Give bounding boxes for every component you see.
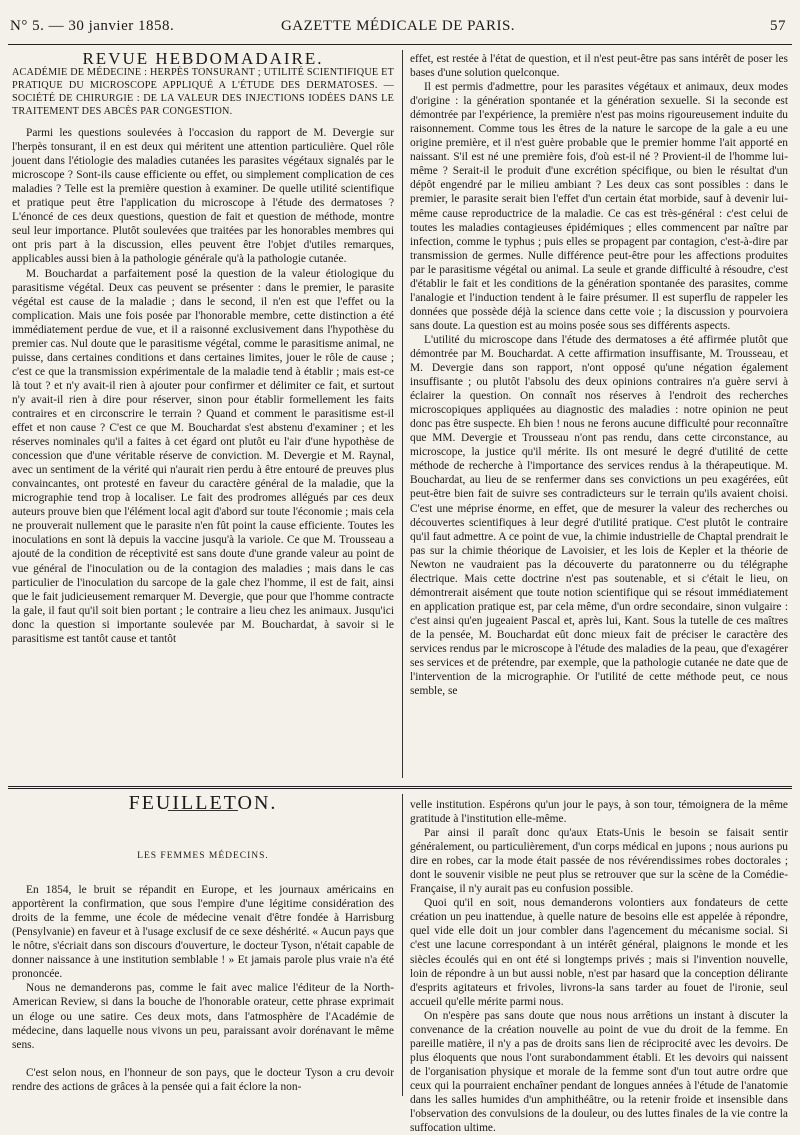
revue-paragraph: L'utilité du microscope dans l'étude des dermatoses a été affirmée plutôt que démontrée par M. Bouchardat. A cette affirmation insuffisante, M. Trousseau, et M. Devergie dans son rapport, n'ont opposé qu'une négation également insuffisante ; ou plutôt l'absolu des deux opinions contraires n'a guère servi à éclairer la question. On connaît nos réserves à l'endroit des recherches microscopiques appliquées au diagnostic des maladies : notre opinion ne peut donc pas être suspecte. Eh bien ! nous ne ferons aucune difficulté pour reconnaître que MM. Devergie et Trousseau n'ont pas rendu, dans cette circonstance, au microscope, la justice qu'il mérite. Ils ont mesuré le degré d'utilité de cette méthode de recherche à l'importance des services rendus à la thérapeutique. M. Bouchardat, au lieu de se renfermer dans ses convictions un peu exagérées, eût peut-être bien fait de suivre ses contradicteurs sur le terrain qu'ils avaient choisi. C'est une méprise énorme, en effet, que de mesurer la valeur des recherches ou découvertes scientifiques à leur degré d'utilité pratique. C'est plutôt le contraire qu'il faut admettre. A ce point de vue, la chimie industrielle de Chaptal prendrait le pas sur la chimie théorique de Lavoisier, et les lois de Kepler et la théorie de Newton ne vaudraient pas la découverte du paratonnerre ou du télégraphe électrique. Mais cette doctrine n'est pas soutenable, et si c'était le lieu, on démontrerait aisément que toute notion scientifique qui se résout immédiatement en application pratique est, par cela même, d'un ordre secondaire, sinon vulgaire : c'est ainsi qu'en jugeaient Pascal et, après lui, Kant. Sous la tutelle de ces maîtres de la pensée, M. Bouchardat eût donc mieux fait de préciser le caractère des services rendus par le microscope à l'étude des maladies de la peau, que d'exagérer ses services et de prétendre, par exemple, que la pathologie cutanée ne date que de l'intervention de la micrographie. Or l'utilité de cette méthode peut, ce nous semble, se [410, 333, 788, 698]
feuilleton-paragraph: C'est selon nous, en l'honneur de son pays, que le docteur Tyson a cru devoir rendre des actions de grâces à la pensée qui a fait éclore la non- [12, 1066, 394, 1093]
revue-left-column [12, 49, 394, 780]
page-number: 57 [770, 18, 786, 34]
column-divider [402, 50, 403, 778]
feuilleton-separator [8, 786, 792, 789]
feuilleton-paragraph: velle institution. Espérons qu'un jour le pays, à son tour, témoignera de la même gratitude à l'institution elle-même. [410, 799, 788, 826]
revue-paragraph: effet, est restée à l'état de question, et il n'est peut-être pas sans intérêt de poser les bases d'une solution quelconque. [410, 53, 788, 80]
revue-paragraph: Parmi les questions soulevées à l'occasion du rapport de M. Devergie sur l'herpès tonsurant, il en est deux qui méritent une attention particulière. Quel rôle jouent dans l'étiologie des maladies cutanées les parasites végétaux signalés par le microscope ? Sont-ils cause efficiente ou effet, ou simplement complication de ces maladies ? Telle est la première question à examiner. De quelle utilité scientifique et pratique peut être l'application du microscope à l'étude des dermatoses ? L'énoncé de ces deux questions, question de fait et question de méthode, montre seul leur importance. Plutôt soulevées que traitées par les honorables membres qui ont pris part à la discussion, elles peuvent être l'objet d'utiles remarques, applicables aussi bien à la pathologie générale qu'à la pathologie cutanée. [12, 127, 394, 266]
revue-title: REVUE HEBDOMADAIRE. [82, 49, 324, 68]
revue-summary: ACADÉMIE DE MÉDECINE : HERPÈS TONSURANT ; UTILITÉ SCIENTIFIQUE ET PRATIQUE DU MICROSCOPE APPLIQUÉ A L'ÉTUDE DES DERMATOSES. — SOCIÉTÉ DE CHIRURGIE : DE LA VALEUR DES INJECTIONS IODÉES DANS LE TRAITEMENT DES ABCÈS PAR CONGESTION. [12, 67, 394, 118]
feuilleton-right-column [410, 798, 788, 1135]
revue-right-column [410, 52, 788, 780]
revue-paragraph: Il est permis d'admettre, pour les parasites végétaux et animaux, deux modes d'origine : la génération spontanée et la génération sexuelle. Si la seconde est démontrée par l'expérience, la première n'est pas moins rigoureusement induite du raisonnement. Comme tous les êtres de la nature le sarcope de la gale a eu une origine première, et il n'est guère probable que le premier homme l'ait apporté en naissant. S'il est né une première fois, d'où est-il né ? Provient-il de l'homme lui-même ? Serait-il le produit d'une excrétion spécifique, ou bien le résultat d'un dépôt engendré par le milieu ambiant ? Les deux cas sont possibles : dans le premier, le parasite serait bien l'effet d'un certain état morbide, sauf à devenir lui-même cause reproductrice de la maladie. Ce cas est très-général : c'est celui de toutes les maladies contagieuses épidémiques ; elles commencent par naître par infection, comme le typhus ; puis elles se propagent par contagion, c'est-à-dire par transmission de germes. Nulle différence peut-être pour les affections produites par le parasitisme végétal ou animal. La seule et grande difficulté à résoudre, c'est d'établir le fait et les conditions de la génération spontanée des parasites, comme l'analogie et l'induction tendent à le faire présumer. Il est superflu de rappeler les données que possède déjà la science dans cette voie ; la discussion y pourvoiera sans doute. La question est au moins posée sous ses différents aspects. [410, 81, 788, 332]
header-rule [8, 44, 792, 45]
feuilleton-subtitle: LES FEMMES MÉDECINS. [137, 851, 269, 862]
revue-paragraph: M. Bouchardat a parfaitement posé la question de la valeur étiologique du parasitisme végétal. Deux cas peuvent se présenter : dans le premier, le parasite végétal est cause de la maladie ; dans le second, il n'en est que l'effet ou la complication. Mais une fois posée par l'honorable membre, cette distinction a été immédiatement perdue de vue, et il a raisonné exclusivement dans l'hypothèse du premier cas. Nul doute que le parasitisme végétal, comme le parasitisme animal, ne puisse, dans certaines conditions et dans certaines limites, jouer le rôle de cause ; c'est ce que la transmission expérimentale de la maladie tend à établir ; mais est-ce là tout ? et n'y avait-il rien à ajouter pour confirmer et délimiter ce fait, et surtout n'y avait-il rien à dire pour réserver, sinon pour établir formellement les faits contraires et en circonscrire le terrain ? Quand et comment le parasitisme est-il effet et non cause ? C'est ce que M. Bouchardat s'est abstenu d'examiner ; et les réserves nominales qu'il a faites à cet égard ont plutôt eu l'air d'une hypothèse de concession que d'une véritable réserve de conviction. M. Devergie et M. Raynal, avec un sentiment de la vérité qui n'aurait rien perdu à être entouré de preuves plus convaincantes, ont protesté en faveur du caractère général de la maladie, que la micrographie tend trop à localiser. Le fait des prodromes allégués par ces deux auteurs prouve bien que l'élément local agit d'abord sur toute l'économie ; mais cela ne prouverait nullement que le parasite n'en fût point la cause efficiente. Toutes les inoculations en sont là depuis la vaccine jusqu'à la variole. Ce que M. Trousseau a ajouté de la condition de réceptivité est sans doute d'une grande valeur au point de vue général de l'inoculation ou de la contagion des maladies ; mais dans le cas particulier de l'inoculation du sarcope de la gale chez l'homme, il est de fait, ainsi que le fait judicieusement remarquer M. Devergie, que pour que l'homme contracte la gale, il faut qu'il soit bien portant ; le contraire a lieu chez les animaux. Jusqu'ici donc la question si importante soulevée par M. Bouchardat, à savoir si le parasitisme est tantôt cause et tantôt [12, 267, 394, 645]
feuilleton-paragraph: Nous ne demanderons pas, comme le fait avec malice l'éditeur de la North-American Review, si dans la bouche de l'honorable orateur, cette phrase exprimait un éloge ou une satire. Ces deux mots, dans l'atmosphère de l'Académie de médecine, dans laquelle nous vivons un peu, paraissant avoir dorénavant le même sens. [12, 982, 394, 1051]
running-header [10, 18, 786, 40]
column-divider [402, 794, 403, 1096]
feuilleton-left-column [12, 792, 394, 1096]
feuilleton-paragraph: Quoi qu'il en soit, nous demanderons volontiers aux fondateurs de cette création un peu inattendue, à quelle nature de besoins elle est appelée à répondre, quel vide elle doit un jour combler dans l'agencement du mécanisme social. Si c'est une lacune correspondant à un intérêt général, plaignons le monde et les siècles écoulés qui en ont été si longtemps privés ; mais si l'invention nouvelle, loin de répondre à un but aussi noble, n'est par hasard que la conception délirante d'esprits agitateurs et frivoles, livrons-la sans tarder au fouet de l'ironie, seul accueil qu'elle mérite parmi nous. [410, 897, 788, 1008]
feuilleton-paragraph: Par ainsi il paraît donc qu'aux Etats-Unis le besoin se faisait sentir généralement, ou particulièrement, d'un corps médical en jupons ; nous aurions pu dire en robes, car la mode était passée de nos révérendissimes robes doctorales ; dont le souvenir visible ne peut plus se retrouver que sur la scène de la Comédie-Française, il n'y aurait pas eu confusion possible. [410, 827, 788, 896]
feuilleton-title: FEUILLETON. [128, 792, 278, 814]
issue-date: N° 5. — 30 janvier 1858. [10, 18, 175, 34]
journal-name: GAZETTE MÉDICALE DE PARIS. [280, 18, 516, 34]
feuilleton-paragraph: On n'espère pas sans doute que nous nous arrêtions un instant à discuter la convenance de la création nouvelle au point de vue du droit de la femme. En pareille matière, il n'y a pas de droits sans lien de réciprocité avec les devoirs. De plus éloquents que nous l'ont surabondamment établi. Et les devoirs qui naissent de l'organisation physique et morale de la femme sont d'un tout autre ordre que ceux qui la pourraient enchaîner pendant de longues années à l'étude de l'anatomie dans les salles humides d'un amphithéâtre, ou la retenir froide et insensible dans l'observation des convulsions de la douleur, ou des luttes finales de la vie contre la suffocation ultime. [410, 1009, 788, 1135]
feuilleton-paragraph: En 1854, le bruit se répandit en Europe, et les journaux américains en apportèrent la confirmation, que sous l'empire d'une légitime considération des droits de la femme, une école de médecine venait d'être fondée à Harrisburg (Pensylvanie) en faveur et à l'usage exclusif de ce sexe déshérité. « Aucun pays que le nôtre, s'écriait dans son discours d'ouverture, le docteur Tyson, n'était capable de donner naissance à une institution semblable ! » Et jamais parole plus vraie n'a été prononcée. [12, 884, 394, 981]
